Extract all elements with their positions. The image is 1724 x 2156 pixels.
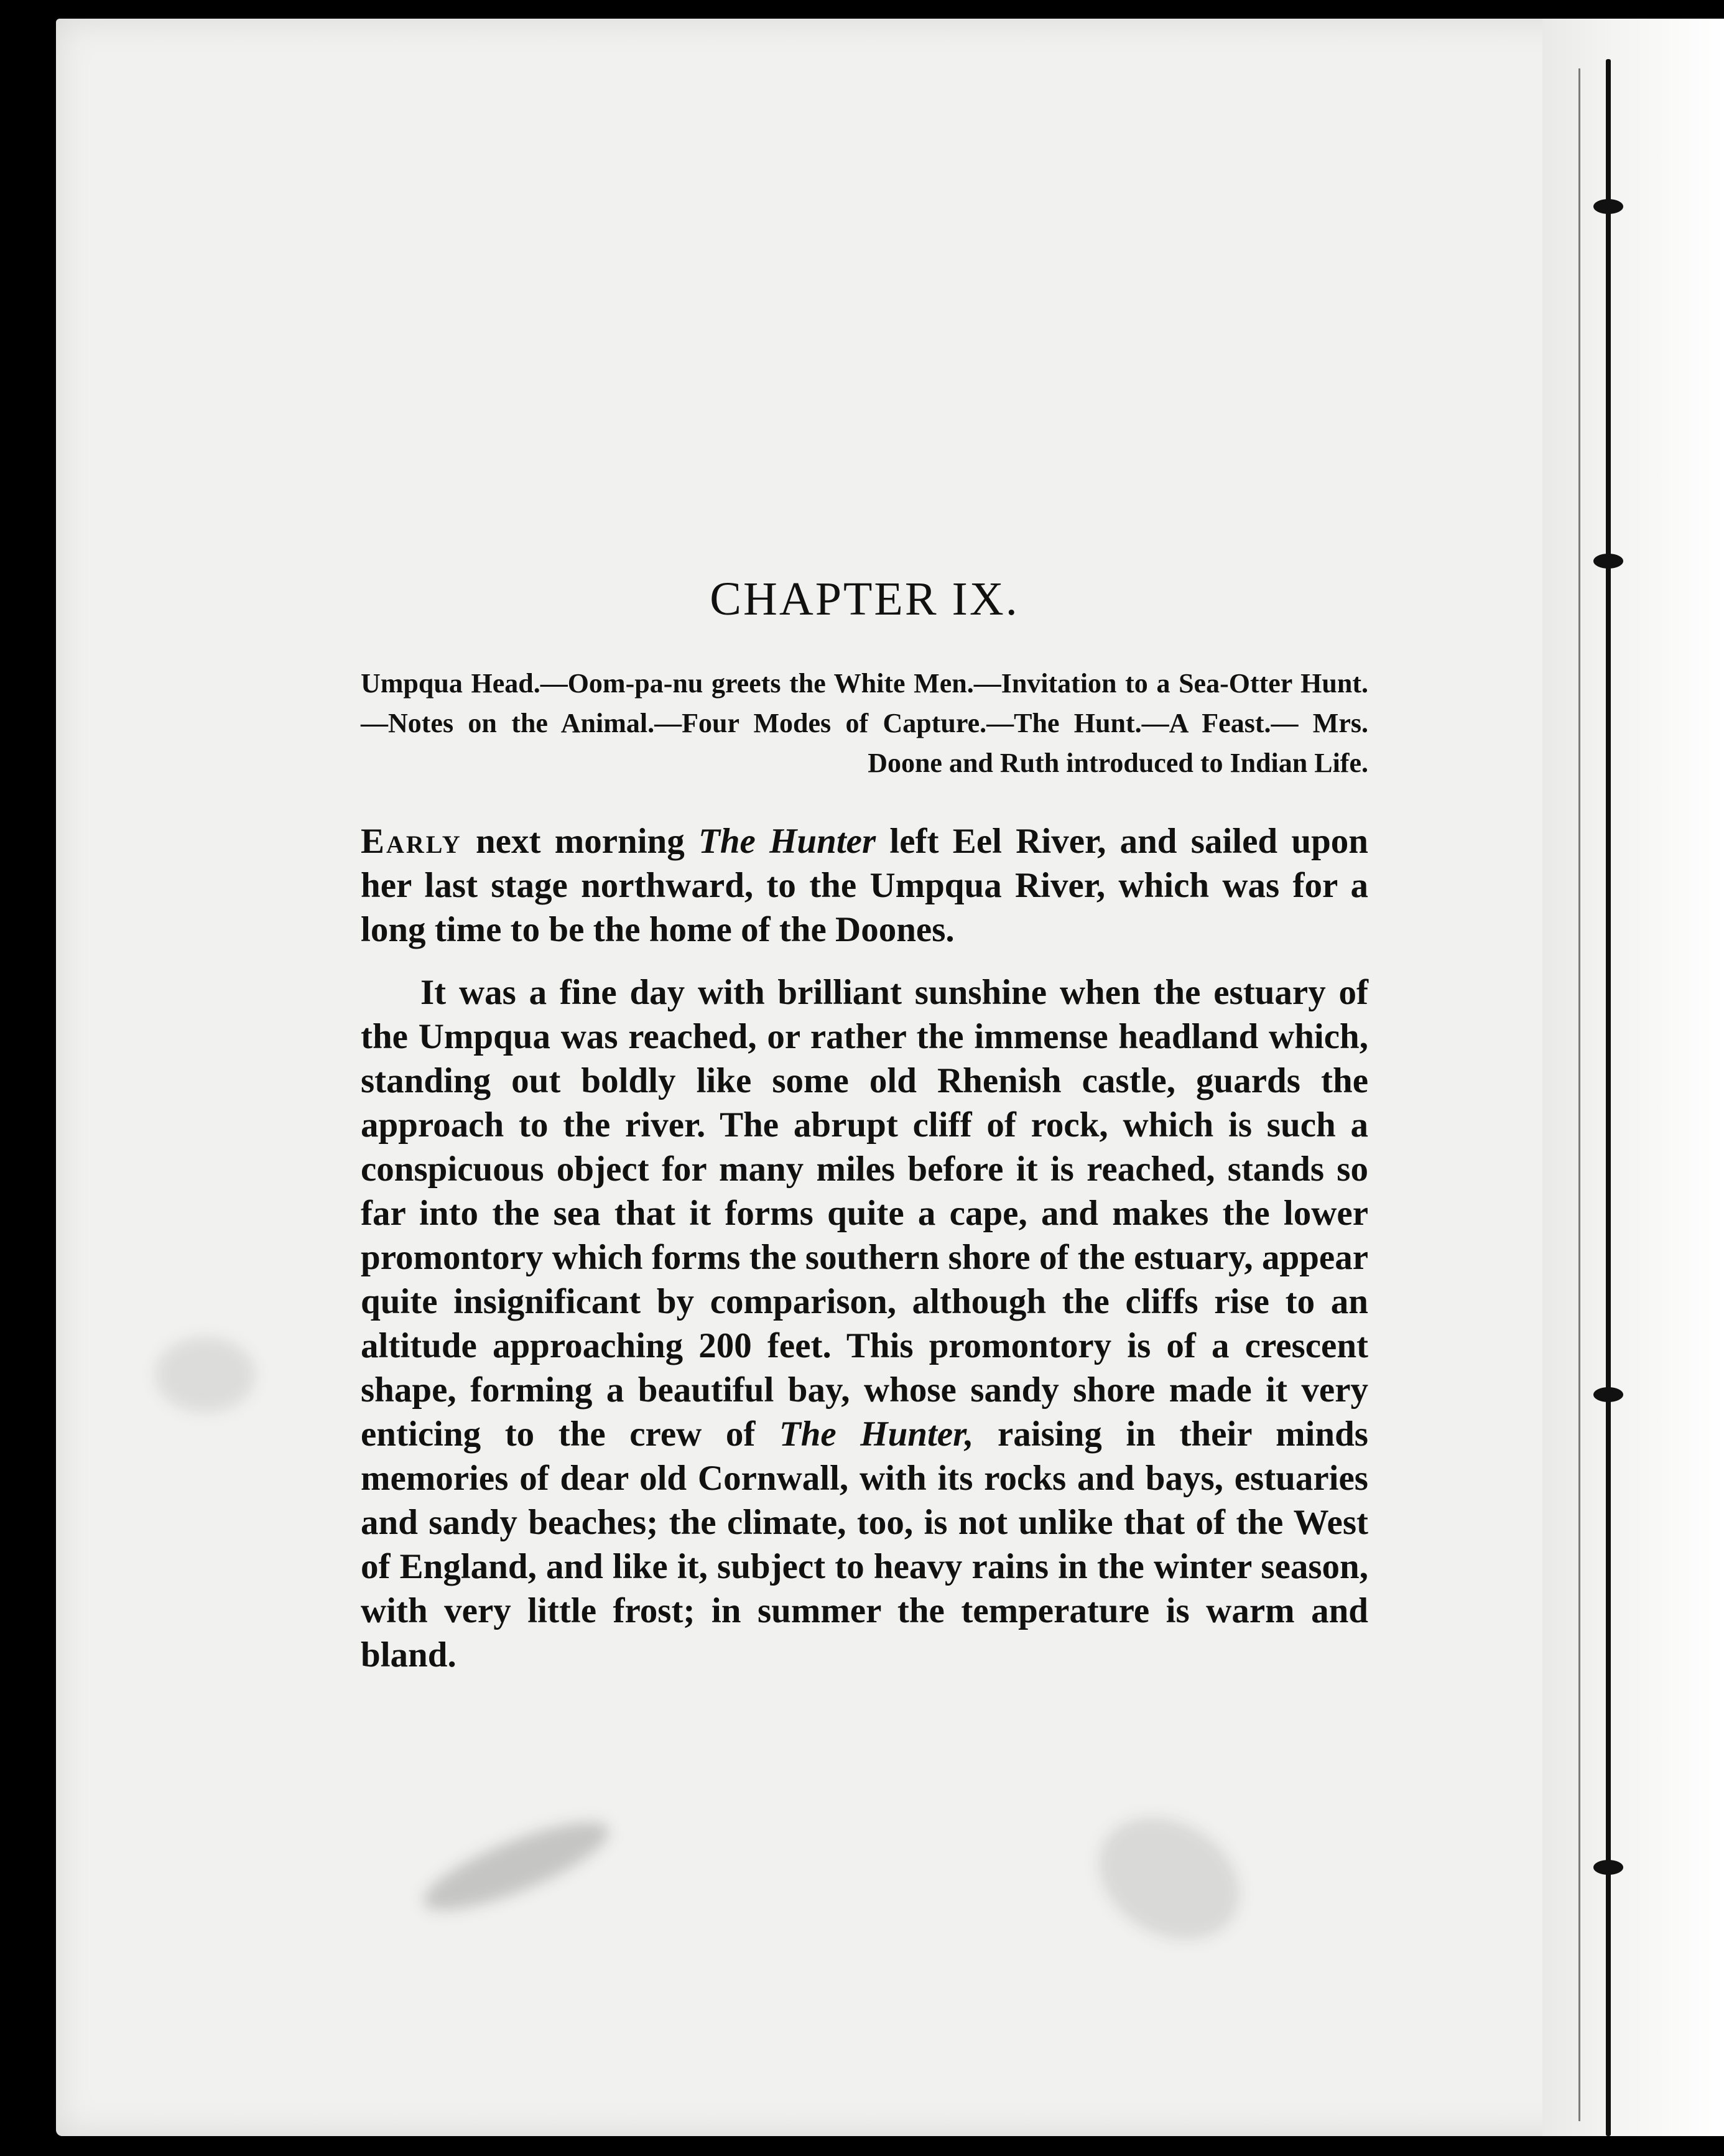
chapter-title: CHAPTER IX. — [710, 573, 1019, 625]
paragraph-2-ship-name: The Hunter, — [779, 1415, 974, 1454]
paragraph-1 — [361, 819, 1368, 952]
binding-stitch — [1593, 199, 1623, 214]
binding-shadow — [1578, 68, 1580, 2121]
binding-stitch — [1593, 1860, 1623, 1875]
paragraph-2-text-b: raising in their minds memories of dear old Cornwall, with its rocks and bays, estuaries and sandy beaches; the climate, too, is not unlike that of the West of England, and like it, subject to heavy rains in the winter season, with very little frost; in summer the temperature is warm and bland. — [361, 1415, 1368, 1675]
binding-fold — [1606, 59, 1611, 2136]
binding-stitch — [1593, 554, 1623, 569]
ink-smudge — [155, 1337, 255, 1412]
paragraph-2-text-a: It was a fine day with brilliant sunshine when the estuary of the Umpqua was reached, or rather the immense headland which, standing out boldly like some old Rhenish castle, guards the approach to the river. The abrupt cliff of rock, which is such a conspicuous object for many miles before it is reached, stands so far into the sea that it forms quite a cape, and makes the lower promontory which forms the southern shore of the estuary, appear quite insignificant by comparison, although the cliffs rise to an altitude approaching 200 feet. This promontory is of a crescent shape, forming a beautiful bay, whose sandy shore made it very enticing to the crew of — [361, 973, 1368, 1454]
paragraph-1-ship-name: The Hunter — [698, 822, 876, 861]
paragraph-2 — [361, 970, 1368, 1677]
chapter-text — [361, 572, 1368, 1696]
binding-stitch — [1593, 1387, 1623, 1402]
chapter-summary: Umpqua Head.—Oom-pa-nu greets the White Men.—Invitation to a Sea-Otter Hunt.—Notes on the Animal.—Four Modes of Capture.—The Hunt.—A Feast.— Mrs. Doone and Ruth introduced to Indian Life. — [361, 668, 1368, 778]
paragraph-1-lead: Early — [361, 822, 462, 861]
paragraph-1-text-a: next morning — [461, 822, 698, 861]
paragraph-1-text-b: left Eel River, and sailed upon her last stage northward, to the Umpqua River, which was for a long time to be the home of the Doones. — [361, 822, 1369, 949]
page-gutter — [1542, 19, 1724, 2136]
